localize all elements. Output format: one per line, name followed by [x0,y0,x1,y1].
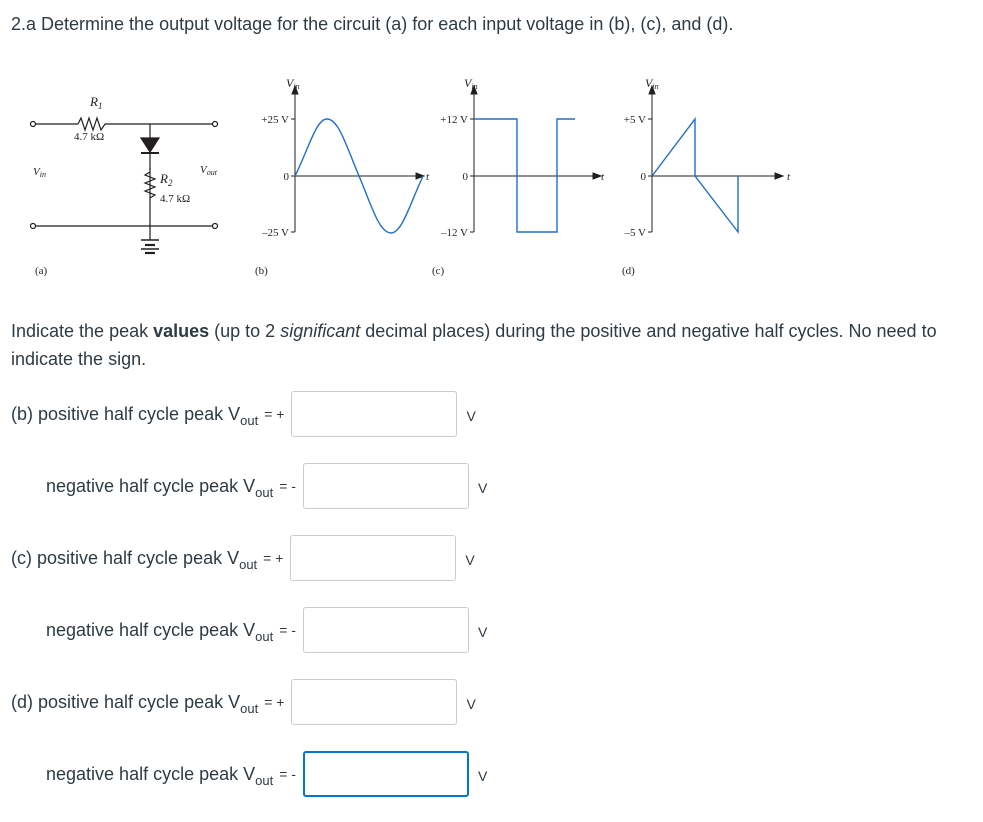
graph-b-axes [291,86,424,232]
circuit-figure [0,60,983,290]
caption-a: (a) [35,265,48,277]
r1-resistor-symbol [78,118,105,130]
r2-value: 4.7 kΩ [160,193,191,205]
caption-d: (d) [622,265,635,277]
answer-label: negative half cycle peak $V_{out}$ [46,763,274,788]
graph-d-axis-label: Vin [645,76,659,91]
graph-c-zero-label: 0 [462,171,468,183]
r2-label: $R_2$ [160,171,173,188]
graph-d-bottom-label: –5 V [624,227,646,239]
answer-label: (c) positive half cycle peak $V_{out}$ [11,547,258,572]
unit-label: V [477,768,488,784]
graph-d-zero-label: 0 [640,171,646,183]
answer-row-b-positive [11,391,476,437]
r1-value: 4.7 kΩ [74,131,105,143]
answer-row-d-negative [46,751,487,797]
answer-label: (d) positive half cycle peak $V_{out}$ [11,691,259,716]
graph-b-t-label: t [426,171,430,183]
answer-input-d-negative[interactable] [303,751,469,797]
equals-sign: = - [279,766,296,782]
answer-label: negative half cycle peak $V_{out}$ [46,619,274,644]
answer-row-c-positive [11,535,475,581]
answer-input-b-positive[interactable] [291,391,457,437]
graph-c-axes [470,86,601,232]
vout-label: Vout [200,164,217,177]
instruction-text-3: decimal places) during the positive and negative half cycles. No need to indicate the sign. [11,321,937,369]
answer-row-c-negative [46,607,487,653]
instruction-bold: values [153,321,210,341]
graph-b-top-label: +25 V [261,114,289,126]
diode-limiter-circuit [31,118,218,253]
instruction-text-1: Indicate the peak [11,321,154,341]
unit-label: V [466,696,476,712]
answer-row-d-positive [11,679,476,725]
equals-sign: = - [279,622,296,638]
graph-b-zero-label: 0 [283,171,289,183]
graph-b-axis-label: Vin [286,76,300,91]
answer-input-b-negative[interactable] [303,463,469,509]
unit-label: V [466,408,476,424]
answer-input-c-negative[interactable] [303,607,469,653]
unit-label: V [465,552,475,568]
caption-c: (c) [432,265,445,277]
unit-label: V [477,480,488,496]
graph-d-axes [648,86,783,232]
answer-label: (b) positive half cycle peak $V_{out}$ [11,403,259,428]
graph-c-t-label: t [601,171,605,183]
equals-sign: = + [264,406,285,422]
answer-row-b-negative [46,463,487,509]
question-instructions [11,317,976,373]
r1-label: $R_1$ [90,94,103,111]
graph-d-t-label: t [787,171,791,183]
instruction-italic: significant [280,321,361,341]
unit-label: V [477,624,488,640]
answer-input-d-positive[interactable] [291,679,457,725]
answer-label: negative half cycle peak $V_{out}$ [46,475,274,500]
equals-sign: = - [279,478,296,494]
graph-c-top-label: +12 V [440,114,468,126]
graph-d-top-label: +5 V [623,114,646,126]
equals-sign: = + [264,694,285,710]
vin-label: Vin [33,166,46,179]
instruction-text-2: (up to 2 [209,321,281,341]
equals-sign: = + [263,550,284,566]
graph-c-axis-label: Vin [464,76,478,91]
graph-b-bottom-label: –25 V [262,227,289,239]
graph-c-bottom-label: –12 V [441,227,468,239]
caption-b: (b) [255,265,268,277]
answer-input-c-positive[interactable] [290,535,456,581]
diode-symbol [141,138,159,152]
question-title: 2.a Determine the output voltage for the circuit (a) for each input voltage in (b), (c), and (d). [11,14,734,34]
